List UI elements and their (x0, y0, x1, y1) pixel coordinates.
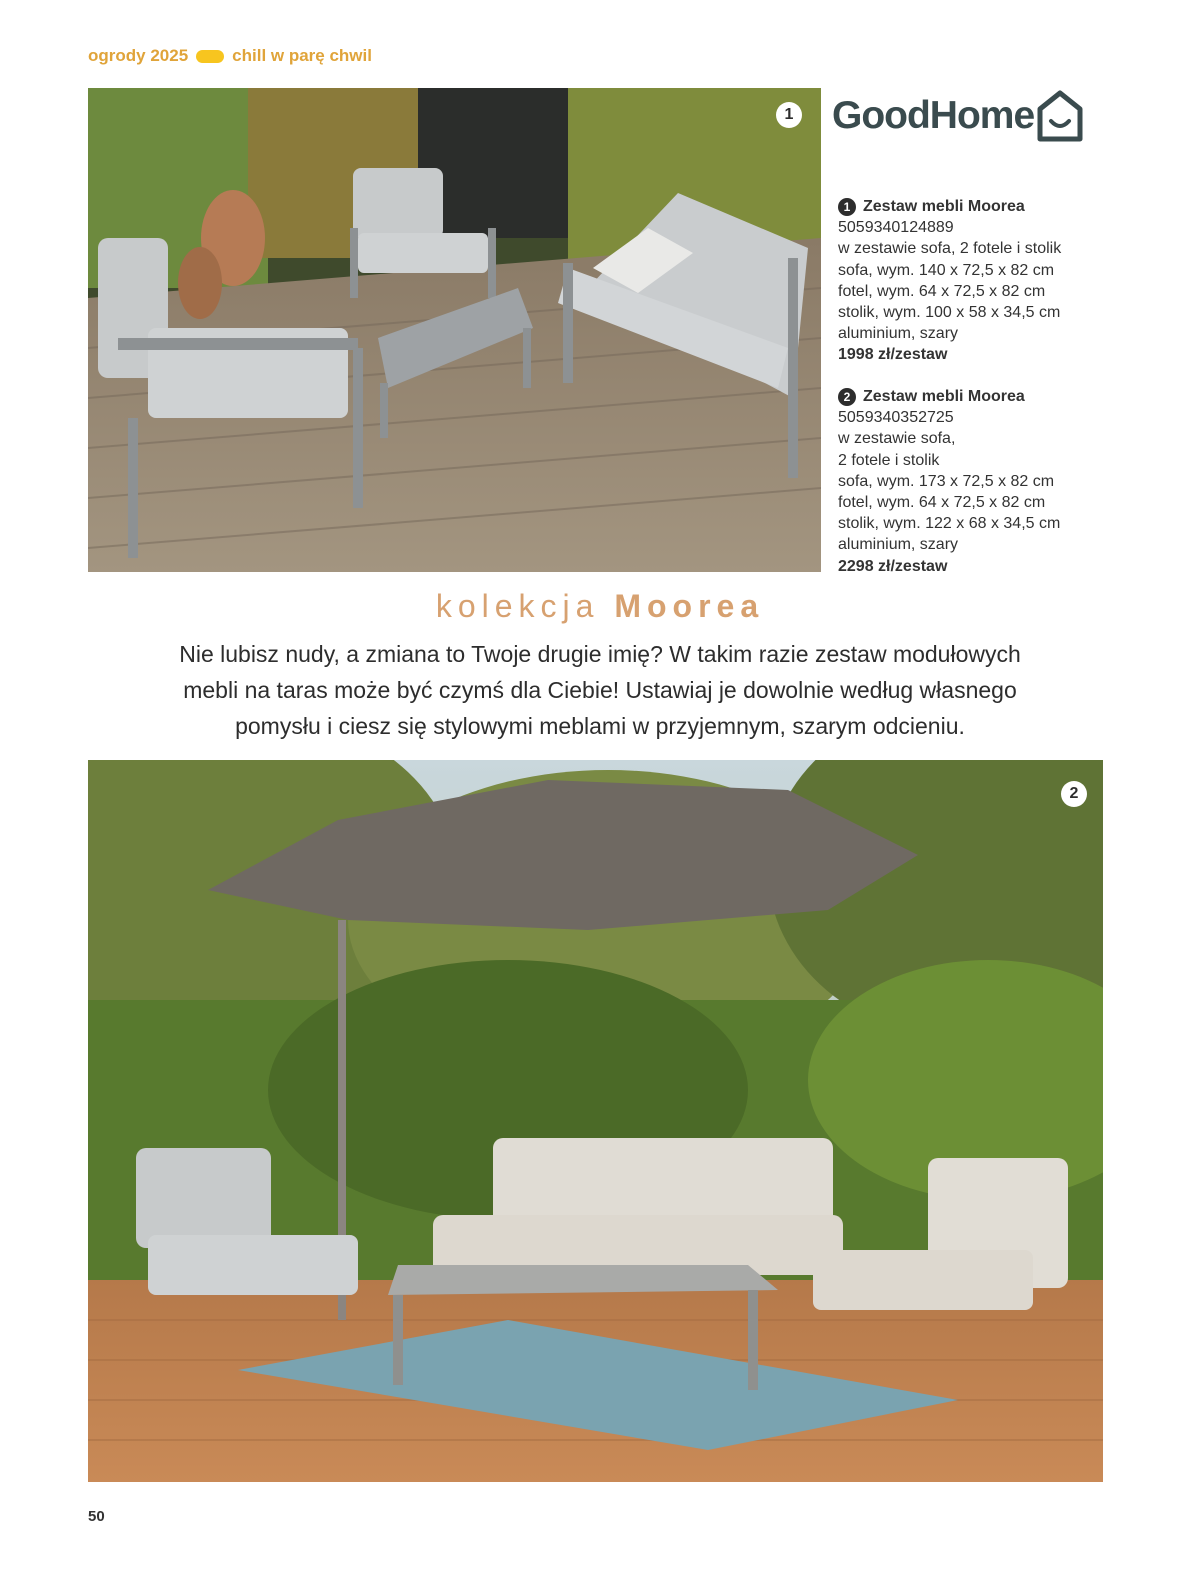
product-detail: aluminium, szary (838, 325, 959, 343)
collection-name: Moorea (614, 588, 765, 624)
intro-line: pomysłu i ciesz się stylowymi meblami w przyjemnym, szarym odcieniu. (235, 713, 965, 739)
house-smile-icon (1036, 89, 1084, 143)
product-info-1 (838, 196, 1138, 366)
product-price: 2298 zł/zestaw (838, 557, 948, 575)
product-detail: stolik, wym. 100 x 58 x 34,5 cm (838, 304, 1061, 322)
terrace-photo-illustration (88, 88, 821, 572)
page-header (88, 44, 372, 68)
collection-prefix: kolekcja (435, 588, 600, 624)
product-detail: w zestawie sofa, 2 fotele i stolik (838, 240, 1062, 258)
product-photo-1 (88, 88, 821, 572)
collection-title (0, 588, 1200, 625)
photo-number-badge-1: 1 (776, 102, 802, 128)
product-info-2 (838, 386, 1138, 577)
product-detail: sofa, wym. 173 x 72,5 x 82 cm (838, 472, 1055, 490)
product-code: 5059340352725 (838, 409, 954, 427)
product-name: Zestaw mebli Moorea (863, 198, 1025, 215)
intro-paragraph (100, 636, 1100, 744)
product-detail: aluminium, szary (838, 536, 959, 554)
product-marker-1: 1 (838, 198, 856, 216)
product-detail: sofa, wym. 140 x 72,5 x 82 cm (838, 261, 1055, 279)
product-detail: fotel, wym. 64 x 72,5 x 82 cm (838, 282, 1046, 300)
product-photo-2 (88, 760, 1103, 1482)
product-code: 5059340124889 (838, 219, 954, 237)
section-label: ogrody 2025 (88, 46, 189, 65)
garden-photo-illustration (88, 760, 1103, 1482)
product-marker-2: 2 (838, 388, 856, 406)
product-detail: fotel, wym. 64 x 72,5 x 82 cm (838, 494, 1046, 512)
pill-separator-icon (196, 50, 224, 63)
section-subtitle: chill w parę chwil (232, 46, 372, 65)
intro-line: mebli na taras może być czymś dla Ciebie! Ustawiaj je dowolnie według własnego (183, 677, 1017, 703)
brand-name: GoodHome (832, 94, 1035, 137)
product-price: 1998 zł/zestaw (838, 346, 948, 364)
product-detail: stolik, wym. 122 x 68 x 34,5 cm (838, 515, 1061, 533)
intro-line: Nie lubisz nudy, a zmiana to Twoje drugie imię? W takim razie zestaw modułowych (179, 641, 1021, 667)
goodhome-logo (832, 86, 1084, 146)
product-detail: 2 fotele i stolik (838, 451, 940, 469)
page-number: 50 (88, 1508, 105, 1525)
photo-number-badge-2: 2 (1061, 781, 1087, 807)
product-detail: w zestawie sofa, (838, 430, 956, 448)
product-name: Zestaw mebli Moorea (863, 388, 1025, 405)
